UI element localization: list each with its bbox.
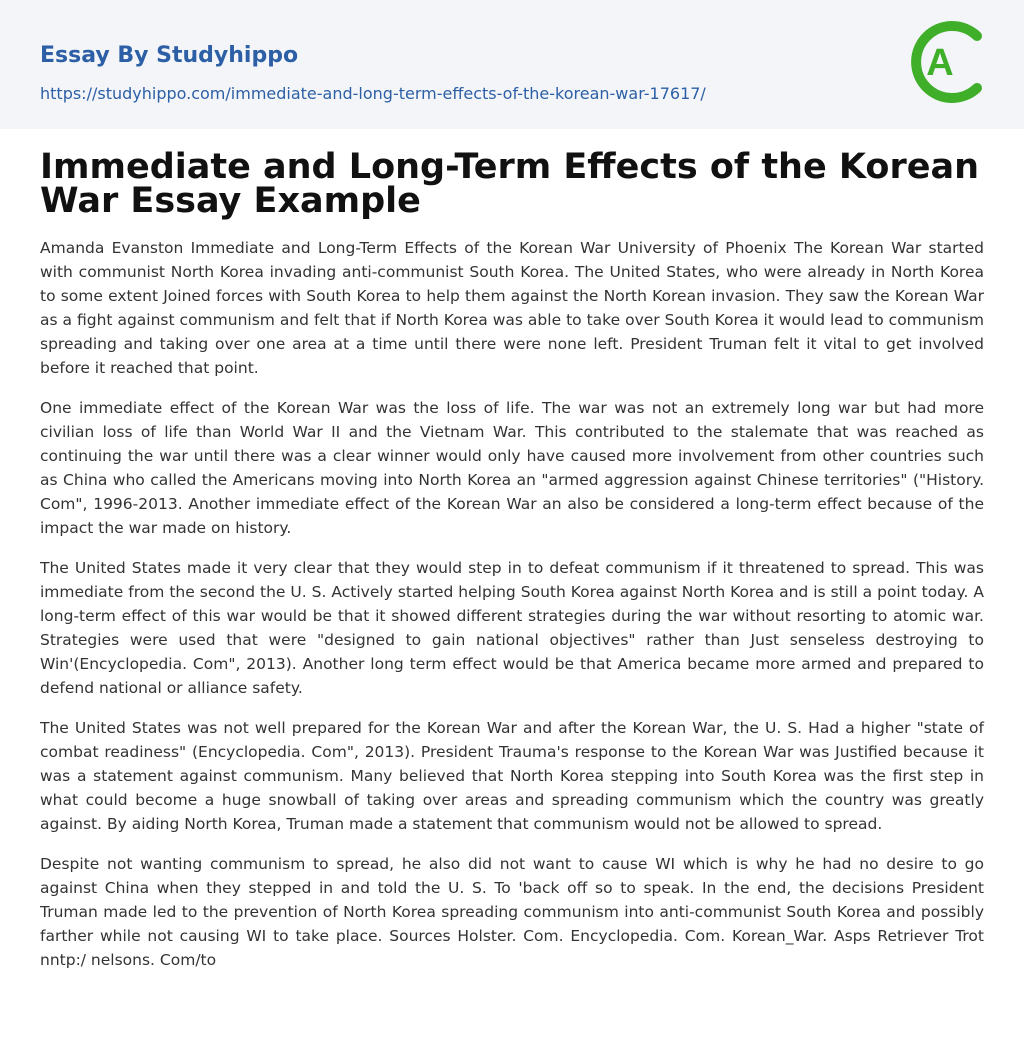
source-url-link[interactable]: https://studyhippo.com/immediate-and-long-term-effects-of-the-korean-war-17617/ xyxy=(40,84,706,103)
essay-title: Immediate and Long-Term Effects of the Korean War Essay Example xyxy=(40,147,979,221)
essay-paragraph: Amanda Evanston Immediate and Long-Term Effects of the Korean War University of Phoenix The Korean War started with communist North Korea invading anti-communist South Korea. The United States, who were already in North Korea to some extent Joined forces with South Korea to help them against the North Korean invasion. They saw the Korean War as a fight against communism and felt that if North Korea was able to take over South Korea it would lead to communism spreading and taking over one area at a time until there were none left. President Truman felt it vital to get involved before it reached that point. xyxy=(40,239,984,377)
essay-paragraph: The United States was not well prepared for the Korean War and after the Korean War, the U. S. Had a higher "state of combat readiness" (Encyclopedia. Com", 2013). President Trauma's response to the Korean War was Justified because it was a statement against communism. Many believed that North Korea stepping into South Korea was the first step in what could become a huge snowball of taking over areas and spreading communism which the country was greatly against. By aiding North Korea, Truman made a statement that communism would not be allowed to spread. xyxy=(40,719,984,833)
site-brand[interactable]: Essay By Studyhippo xyxy=(40,43,299,68)
essay-paragraph: One immediate effect of the Korean War was the loss of life. The war was not an extremely long war but had more civilian loss of life than World War II and the Vietnam War. This contributed to the stalemate that was reached as continuing the war until there was a clear winner would only have caused more involvement from other countries such as China who called the Americans moving into North Korea an "armed aggression against Chinese territories" ("History. Com", 1996-2013. Another immediate effect of the Korean War an also be considered a long-term effect because of the impact the war made on history. xyxy=(40,399,984,537)
essay-body xyxy=(40,236,984,988)
essay-paragraph: Despite not wanting communism to spread, he also did not want to cause WI which is why he had no desire to go against China when they stepped in and told the U. S. To 'back off so to speak. In the end, the decisions President Truman made led to the prevention of North Korea spreading communism into anti-communist South Korea and possibly farther while not causing WI to take place. Sources Holster. Com. Encyclopedia. Com. Korean_War. Asps Retriever Trot nntp:/ nelsons. Com/to xyxy=(40,855,984,969)
logo-letter: A xyxy=(926,42,954,84)
essay-paragraph: The United States made it very clear that they would step in to defeat communism if it threatened to spread. This was immediate from the second the U. S. Actively started helping South Korea against North Korea and is still a point today. A long-term effect of this war would be that it showed different strategies during the war without resorting to atomic war. Strategies were used that were "designed to gain national objectives" rather than Just senseless destroying to Win'(Encyclopedia. Com", 2013). Another long term effect would be that America became more armed and prepared to defend national or alliance safety. xyxy=(40,559,984,697)
